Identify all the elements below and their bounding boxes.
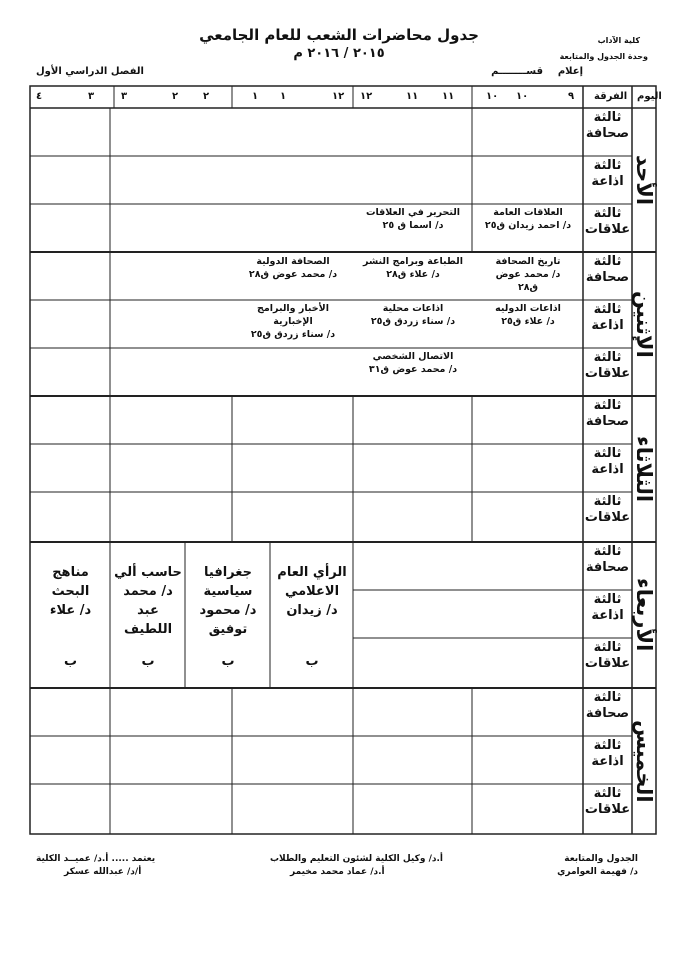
schedule-unit-name: د/ فهيمة العوامري [557, 867, 638, 877]
day-monday: الإثنين [632, 290, 656, 358]
hour-2: ٢ [172, 91, 179, 102]
lecture-news-programs: الأخبار والبرامج الإخبارية د/ سناء زردق ق٢٥ [250, 303, 336, 340]
day-wednesday: الأربعاء [632, 578, 656, 652]
dean-name: أ/د/ عبدالله عسكر [64, 867, 142, 877]
class-broadcast: ثالثة اذاعة [591, 446, 624, 477]
day-sunday: الأحد [632, 154, 656, 206]
hour-3: ٣ [121, 91, 128, 102]
class-broadcast: ثالثة اذاعة [591, 158, 624, 189]
class-relations: ثالثة علاقات [584, 786, 631, 817]
dean-approval: يعتمد ..... أ.د/ عميــد الكلية [36, 854, 156, 864]
hour-10: ١٠ [486, 91, 499, 102]
lecture-international-press: الصحافة الدولية د/ محمد عوض ق٢٨ [248, 256, 338, 280]
class-relations: ثالثة علاقات [584, 206, 631, 237]
department-name: إعلام [557, 66, 583, 77]
group-mark: ب [305, 654, 319, 669]
day-thursday: الخميس [632, 719, 656, 803]
schedule-unit-title: الجدول والمتابعة [564, 854, 638, 864]
lecture-political-geography: جغرافيا سياسية د/ محمود توفيق [199, 565, 257, 637]
unit-name: وحدة الجدول والمتابعة [559, 52, 648, 61]
group-mark: ب [221, 654, 235, 669]
hour-3: ٣ [88, 91, 95, 102]
day-column-header: اليوم [637, 91, 662, 102]
faculty-name: كلية الآداب [597, 36, 640, 45]
hour-12: ١٢ [360, 91, 373, 102]
hour-2: ٢ [203, 91, 210, 102]
class-column-header: الفرقة [594, 91, 628, 102]
lecture-computer: حاسب ألي د/ محمد عبد اللطيف [114, 565, 182, 637]
class-relations: ثالثة علاقات [584, 640, 631, 671]
page-title: جدول محاضرات الشعب للعام الجامعي [199, 26, 479, 44]
class-broadcast: ثالثة اذاعة [591, 738, 624, 769]
class-journalism: ثالثة صحافة [585, 254, 630, 285]
class-relations: ثالثة علاقات [584, 494, 631, 525]
hour-12: ١٢ [332, 91, 345, 102]
vice-dean-name: أ.د/ عماد محمد مخيمر [290, 867, 385, 877]
class-journalism: ثالثة صحافة [585, 398, 630, 429]
hour-11: ١١ [406, 91, 419, 102]
lecture-public-opinion: الرأي العام الاعلامي د/ زيدان [277, 565, 347, 618]
academic-year: ٢٠١٥ / ٢٠١٦ م [293, 46, 385, 61]
class-relations: ثالثة علاقات [584, 350, 631, 381]
lecture-local-broadcast: اذاعات محلية د/ سناء زردق ق٢٥ [370, 303, 456, 327]
hour-9: ٩ [568, 91, 575, 102]
lecture-public-relations: العلاقات العامة د/ احمد زيدان ق٢٥ [484, 207, 572, 231]
lecture-printing-publishing: الطباعة وبرامج النشر د/ علاء ق٢٨ [362, 256, 464, 280]
class-journalism: ثالثة صحافة [585, 544, 630, 575]
hour-1: ١ [280, 91, 287, 102]
hour-1: ١ [252, 91, 259, 102]
class-journalism: ثالثة صحافة [585, 690, 630, 721]
class-broadcast: ثالثة اذاعة [591, 302, 624, 333]
vice-dean-title: أ.د/ وكيل الكلية لشئون التعليم والطلاب [270, 854, 443, 864]
group-mark: ب [141, 654, 155, 669]
semester-label: الفصل الدراسي الأول [36, 66, 144, 77]
hour-10: ١٠ [516, 91, 529, 102]
class-broadcast: ثالثة اذاعة [591, 592, 624, 623]
lecture-research-methods: مناهج البحث د/ علاء [49, 565, 92, 618]
hour-11: ١١ [442, 91, 455, 102]
group-mark: ب [63, 654, 78, 669]
department-label: قســــــــم [491, 66, 543, 77]
lecture-press-history: تاريخ الصحافة د/ محمد عوض ق٢٨ [495, 256, 561, 293]
lecture-personal-communication: الاتصال الشخصي د/ محمد عوض ق٣١ [368, 351, 458, 375]
lecture-international-broadcast: اذاعات الدوليه د/ علاء ق٢٥ [495, 303, 561, 327]
hour-4: ٤ [36, 91, 43, 102]
class-journalism: ثالثة صحافة [585, 110, 630, 141]
lecture-relations-editing: التحرير في العلاقات د/ اسما ق ٢٥ [365, 207, 461, 231]
day-tuesday: الثلاثاء [632, 435, 656, 503]
